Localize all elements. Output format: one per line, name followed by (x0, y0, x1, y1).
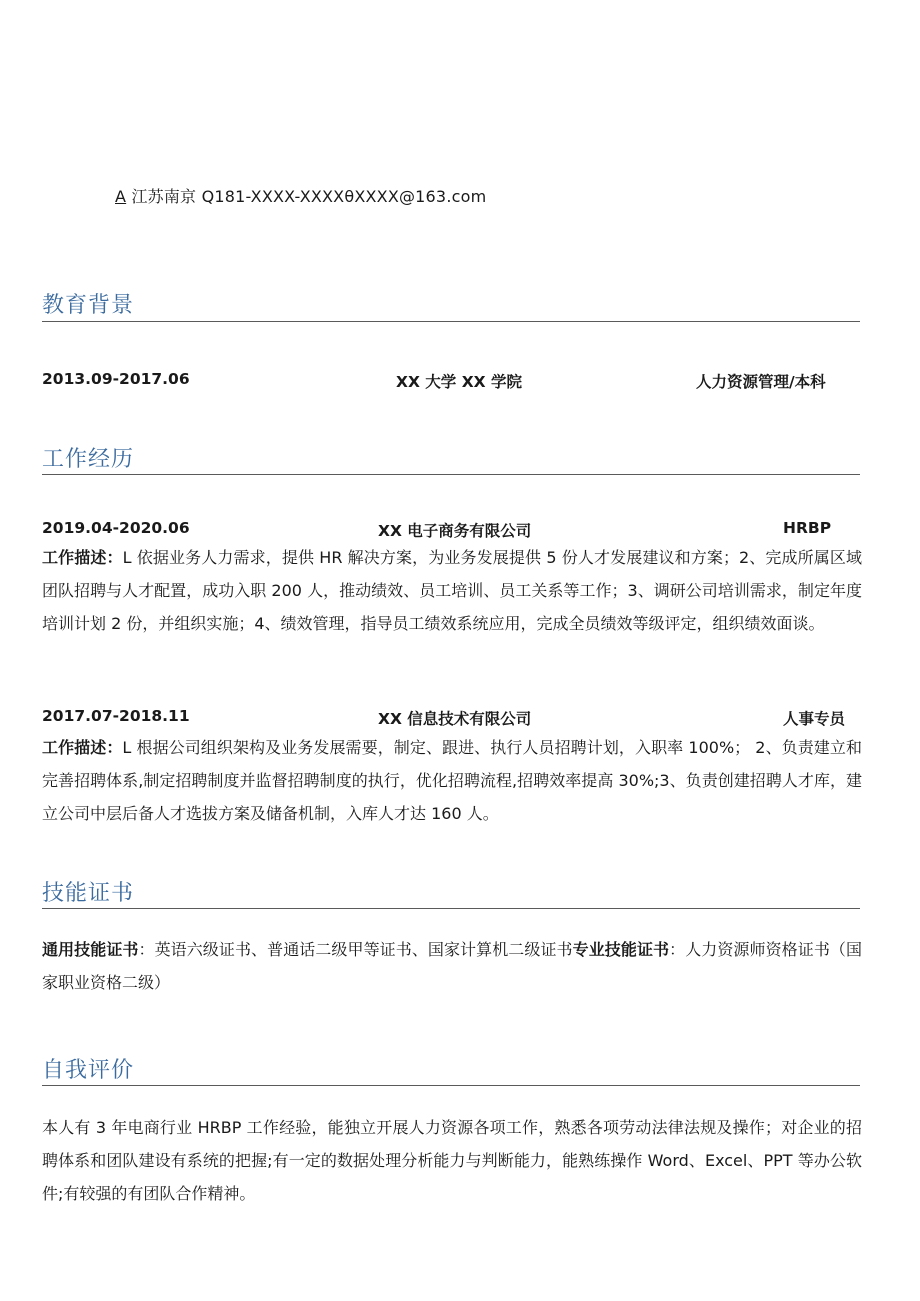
pro-skills-label: 专业技能证书 (572, 940, 670, 959)
work-section-title: 工作经历 (42, 447, 135, 472)
job-1-period: 2019.04-2020.06 (42, 519, 190, 537)
job-1-role: HRBP (783, 519, 832, 537)
general-skills-label: 通用技能证书 (42, 940, 139, 959)
job-1-desc-text: L 依据业务人力需求，提供 HR 解决方案，为业务发展提供 5 份人才发展建议和方案；2、完成所属区域团队招聘与人才配置，成功入职 200 人，推动绩效、员工培训、员工关系等工作；3、调研公司培训需求，制定年度培训计划 2 份，并组织实施；4、绩效管理，指导员工绩效系统应用，完成全员绩效等级评定，组织绩效面谈。 (42, 548, 862, 633)
job-1-desc-label: 工作描述： (42, 548, 123, 567)
contact-line (115, 184, 486, 207)
skills-section-title: 技能证书 (42, 881, 135, 906)
location-marker: A (115, 187, 127, 206)
education-period: 2013.09-2017.06 (42, 370, 190, 388)
location-text: 江苏南京 (131, 187, 197, 206)
job-2-period: 2017.07-2018.11 (42, 707, 190, 725)
phone-text: Q181-XXXX-XXXX (201, 187, 345, 206)
job-2-role: 人事专员 (783, 710, 846, 728)
education-major: 人力资源管理/本科 (696, 373, 826, 391)
self-divider (42, 1085, 860, 1086)
general-skills-text: ：英语六级证书、普通话二级甲等证书、国家计算机二级证书 (138, 940, 573, 959)
job-1-company: XX 电子商务有限公司 (378, 522, 532, 540)
job-2-company: XX 信息技术有限公司 (378, 710, 532, 728)
education-school: XX 大学 XX 学院 (396, 373, 522, 391)
education-section-title: 教育背景 (42, 293, 135, 318)
education-divider (42, 321, 860, 322)
email-text: θXXXX@163.com (344, 187, 487, 206)
work-divider (42, 474, 860, 475)
job-2-desc-text: L 根据公司组织架构及业务发展需要，制定、跟进、执行人员招聘计划，入职率 100%； 2、负责建立和完善招聘体系,制定招聘制度并监督招聘制度的执行，优化招聘流程,招聘效率提高 30%;3、负责创建招聘人才库，建立公司中层后备人才选拔方案及储备机制，入库人才达 160 人。 (42, 738, 862, 823)
self-section-title: 自我评价 (42, 1058, 135, 1083)
pro-skills-text: ：人力资源师资格证书（国家职业资格二级） (42, 940, 862, 992)
job-2-description (42, 731, 862, 830)
skills-text (42, 933, 862, 999)
self-evaluation-text: 本人有 3 年电商行业 HRBP 工作经验，能独立开展人力资源各项工作，熟悉各项劳动法律法规及操作；对企业的招聘体系和团队建设有系统的把握;有一定的数据处理分析能力与判断能力，能熟练操作 Word、Excel、PPT 等办公软件;有较强的有团队合作精神。 (42, 1118, 862, 1203)
skills-divider (42, 908, 860, 909)
job-1-description (42, 541, 862, 640)
job-2-desc-label: 工作描述： (42, 738, 123, 757)
